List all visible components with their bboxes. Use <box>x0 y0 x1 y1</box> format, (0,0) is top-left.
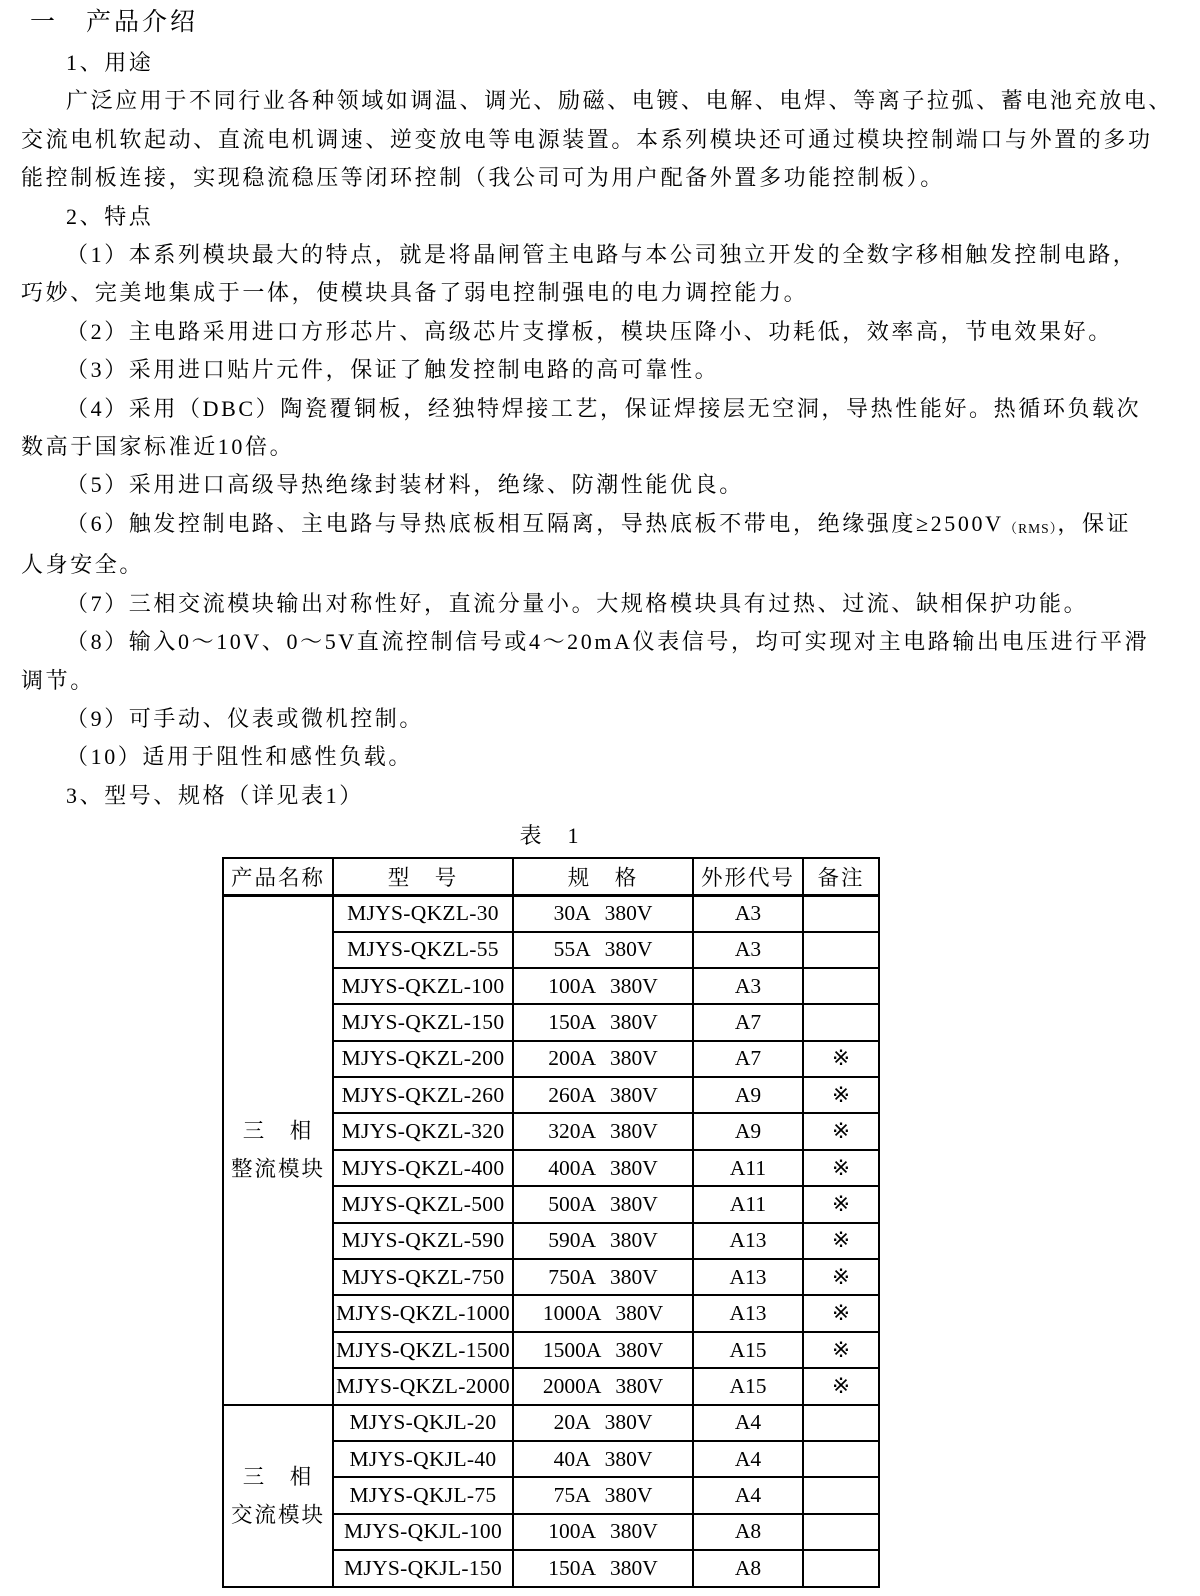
note-cell: ※ <box>803 1041 879 1077</box>
col-header-spec: 规 格 <box>513 858 693 895</box>
shape-code-cell: A13 <box>693 1259 803 1295</box>
spec-current: 40A <box>553 1446 591 1471</box>
col-header-model: 型 号 <box>333 858 513 895</box>
note-cell <box>803 1405 879 1441</box>
spec-voltage: 380V <box>615 1337 664 1362</box>
para-line: 巧妙、完美地集成于一体，使模块具备了弱电控制强电的电力调控能力。 <box>21 280 809 306</box>
header-row <box>223 858 879 895</box>
model-cell: MJYS-QKZL-55 <box>333 932 513 968</box>
spec-voltage: 380V <box>610 1519 658 1544</box>
para-line: （5）采用进口高级导热绝缘封装材料，绝缘、防潮性能优良。 <box>66 472 744 498</box>
spec-current: 1000A <box>542 1301 602 1326</box>
spec-voltage: 380V <box>610 1228 658 1253</box>
section-heading-features: 2、特点 <box>66 203 154 229</box>
spec-cell <box>513 1150 693 1186</box>
spec-cell <box>513 1077 693 1113</box>
spec-current: 500A <box>548 1191 596 1216</box>
note-cell <box>803 932 879 968</box>
spec-voltage: 380V <box>610 1191 658 1216</box>
spec-voltage: 380V <box>610 1119 658 1144</box>
shape-code-cell: A13 <box>693 1223 803 1259</box>
spec-voltage: 380V <box>610 973 658 998</box>
spec-voltage: 380V <box>604 1410 653 1435</box>
product-name-cell <box>223 895 333 1404</box>
para-line: （2）主电路采用进口方形芯片、高级芯片支撑板，模块压降小、功耗低，效率高，节电效果好。 <box>66 318 1113 344</box>
table-caption: 表 1 <box>519 823 581 849</box>
spec-cell <box>513 1223 693 1259</box>
model-cell: MJYS-QKZL-400 <box>333 1150 513 1186</box>
shape-code-cell: A3 <box>693 968 803 1004</box>
shape-code-cell: A4 <box>693 1441 803 1477</box>
shape-code-cell: A15 <box>693 1332 803 1368</box>
page-title: 一 产品介绍 <box>30 9 199 36</box>
shape-code-cell: A9 <box>693 1113 803 1149</box>
model-cell: MJYS-QKZL-1000 <box>333 1295 513 1331</box>
col-header-shape-code: 外形代号 <box>693 858 803 895</box>
note-cell <box>803 1550 879 1586</box>
spec-voltage: 380V <box>604 1446 653 1471</box>
spec-current: 150A <box>548 1555 596 1580</box>
spec-voltage: 380V <box>610 1155 658 1180</box>
spec-voltage: 380V <box>615 1373 664 1398</box>
shape-code-cell: A3 <box>693 932 803 968</box>
section-heading-models: 3、型号、规格（详见表1） <box>66 782 364 808</box>
para-line: 数高于国家标准近10倍。 <box>21 434 295 460</box>
model-cell: MJYS-QKJL-100 <box>333 1514 513 1550</box>
para-line: 能控制板连接，实现稳流稳压等闭环控制（我公司可为用户配备外置多功能控制板）。 <box>21 165 945 191</box>
para-line: （10）适用于阻性和感性负载。 <box>66 744 414 770</box>
model-cell: MJYS-QKZL-320 <box>333 1113 513 1149</box>
table-row <box>223 895 879 931</box>
para-line: （8）输入0～10V、0～5V直流控制信号或4～20mA仪表信号，均可实现对主电路输出电压进行平滑 <box>66 629 1150 655</box>
model-cell: MJYS-QKJL-40 <box>333 1441 513 1477</box>
spec-cell <box>513 1477 693 1513</box>
spec-cell <box>513 1441 693 1477</box>
note-cell: ※ <box>803 1368 879 1404</box>
spec-voltage: 380V <box>610 1046 658 1071</box>
note-cell: ※ <box>803 1332 879 1368</box>
spec-cell <box>513 1368 693 1404</box>
model-cell: MJYS-QKZL-260 <box>333 1077 513 1113</box>
para-line: （9）可手动、仪表或微机控制。 <box>66 705 425 731</box>
shape-code-cell: A4 <box>693 1405 803 1441</box>
spec-cell <box>513 1259 693 1295</box>
spec-cell <box>513 1405 693 1441</box>
note-cell: ※ <box>803 1077 879 1113</box>
shape-code-cell: A7 <box>693 1041 803 1077</box>
shape-code-cell: A13 <box>693 1295 803 1331</box>
product-name-line: 三 相 <box>242 1119 314 1144</box>
model-cell: MJYS-QKJL-75 <box>333 1477 513 1513</box>
shape-code-cell: A8 <box>693 1550 803 1586</box>
para-line: 交流电机软起动、直流电机调速、逆变放电等电源装置。本系列模块还可通过模块控制端口与外置的多功 <box>21 126 1153 152</box>
spec-current: 20A <box>553 1410 591 1435</box>
product-name-cell <box>223 1405 333 1587</box>
note-cell: ※ <box>803 1150 879 1186</box>
spec-voltage: 380V <box>615 1301 664 1326</box>
model-cell: MJYS-QKZL-150 <box>333 1004 513 1040</box>
spec-cell <box>513 1004 693 1040</box>
spec-current: 75A <box>553 1483 591 1508</box>
shape-code-cell: A15 <box>693 1368 803 1404</box>
product-name-line: 三 相 <box>242 1464 314 1489</box>
col-header-note: 备注 <box>803 858 879 895</box>
spec-cell <box>513 1332 693 1368</box>
model-cell: MJYS-QKZL-30 <box>333 895 513 931</box>
note-cell: ※ <box>803 1186 879 1222</box>
spec-current: 30A <box>553 901 591 926</box>
rms-subscript: （RMS） <box>1003 520 1058 536</box>
spec-voltage: 380V <box>604 901 653 926</box>
shape-code-cell: A3 <box>693 895 803 931</box>
para-line: （7）三相交流模块输出对称性好，直流分量小。大规格模块具有过热、过流、缺相保护功能。 <box>66 590 1089 616</box>
shape-code-cell: A8 <box>693 1514 803 1550</box>
note-cell <box>803 1004 879 1040</box>
model-cell: MJYS-QKZL-1500 <box>333 1332 513 1368</box>
spec-cell <box>513 968 693 1004</box>
note-cell <box>803 1441 879 1477</box>
table-row <box>223 1405 879 1441</box>
para-line: 人身安全。 <box>21 552 145 578</box>
spec-cell <box>513 1514 693 1550</box>
spec-current: 590A <box>548 1228 596 1253</box>
shape-code-cell: A11 <box>693 1150 803 1186</box>
para-line: （1）本系列模块最大的特点，就是将晶闸管主电路与本公司独立开发的全数字移相触发控制电路， <box>66 242 1138 268</box>
shape-code-cell: A9 <box>693 1077 803 1113</box>
note-cell: ※ <box>803 1223 879 1259</box>
para-text: ，保证 <box>1057 510 1132 536</box>
spec-cell <box>513 932 693 968</box>
model-cell: MJYS-QKJL-150 <box>333 1550 513 1586</box>
para-line: 调节。 <box>21 667 95 693</box>
note-cell <box>803 968 879 1004</box>
model-cell: MJYS-QKZL-750 <box>333 1259 513 1295</box>
model-cell: MJYS-QKZL-500 <box>333 1186 513 1222</box>
col-header-product-name: 产品名称 <box>223 858 333 895</box>
spec-cell <box>513 1041 693 1077</box>
model-cell: MJYS-QKZL-590 <box>333 1223 513 1259</box>
spec-cell <box>513 1295 693 1331</box>
note-cell <box>803 1514 879 1550</box>
model-cell: MJYS-QKJL-20 <box>333 1405 513 1441</box>
spec-current: 400A <box>548 1155 596 1180</box>
para-line: （3）采用进口贴片元件，保证了触发控制电路的高可靠性。 <box>66 357 720 383</box>
spec-current: 320A <box>548 1119 596 1144</box>
model-cell: MJYS-QKZL-2000 <box>333 1368 513 1404</box>
spec-current: 150A <box>548 1009 596 1034</box>
spec-current: 1500A <box>542 1337 602 1362</box>
spec-cell <box>513 1550 693 1586</box>
spec-cell <box>513 895 693 931</box>
spec-current: 200A <box>548 1046 596 1071</box>
spec-current: 100A <box>548 973 596 998</box>
note-cell: ※ <box>803 1259 879 1295</box>
spec-table-body <box>223 895 879 1586</box>
model-cell: MJYS-QKZL-100 <box>333 968 513 1004</box>
spec-voltage: 380V <box>610 1555 658 1580</box>
spec-current: 55A <box>553 937 591 962</box>
spec-voltage: 380V <box>610 1082 658 1107</box>
para-line: 广泛应用于不同行业各种领域如调温、调光、励磁、电镀、电解、电焊、等离子拉弧、蓄电池充放电、 <box>66 88 1174 114</box>
spec-cell <box>513 1113 693 1149</box>
spec-table <box>222 857 880 1587</box>
product-name-line: 整流模块 <box>230 1157 325 1182</box>
para-line: （4）采用（DBC）陶瓷覆铜板，经独特焊接工艺，保证焊接层无空洞，导热性能好。热循环负载次 <box>66 395 1142 421</box>
spec-voltage: 380V <box>610 1264 658 1289</box>
para-text: （6）触发控制电路、主电路与导热底板相互隔离，导热底板不带电，绝缘强度≥2500V <box>66 510 1004 536</box>
note-cell: ※ <box>803 1295 879 1331</box>
spec-voltage: 380V <box>604 1483 653 1508</box>
spec-cell <box>513 1186 693 1222</box>
spec-current: 2000A <box>542 1373 602 1398</box>
note-cell: ※ <box>803 1113 879 1149</box>
spec-voltage: 380V <box>604 937 653 962</box>
spec-current: 750A <box>548 1264 596 1289</box>
model-cell: MJYS-QKZL-200 <box>333 1041 513 1077</box>
shape-code-cell: A4 <box>693 1477 803 1513</box>
spec-voltage: 380V <box>610 1009 658 1034</box>
spec-current: 100A <box>548 1519 596 1544</box>
note-cell <box>803 1477 879 1513</box>
product-name-line: 交流模块 <box>230 1502 325 1527</box>
section-heading-usage: 1、用途 <box>66 50 154 75</box>
shape-code-cell: A11 <box>693 1186 803 1222</box>
shape-code-cell: A7 <box>693 1004 803 1040</box>
para-line <box>21 505 1179 546</box>
spec-current: 260A <box>548 1082 596 1107</box>
note-cell <box>803 895 879 931</box>
